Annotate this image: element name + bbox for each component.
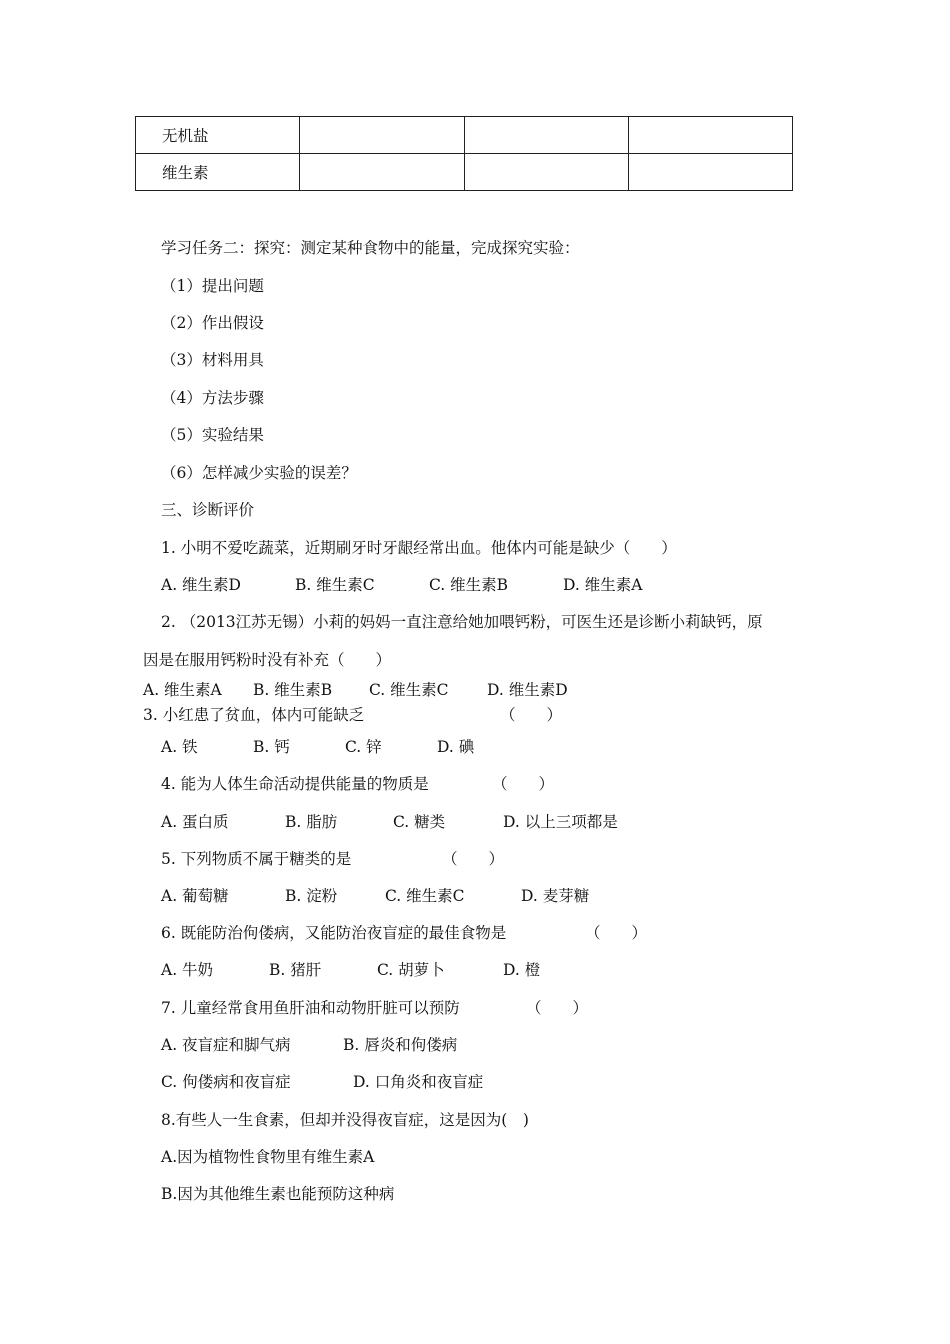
option-a: A. 维生素D — [161, 576, 241, 594]
table-cell — [628, 154, 792, 191]
option-c: C. 糖类 — [393, 813, 446, 831]
question-1: 1. 小明不爱吃蔬菜，近期刷牙时牙龈经常出血。他体内可能是缺少（ ） — [161, 539, 677, 557]
question-6: 6. 既能防治佝偻病，又能防治夜盲症的最佳食物是 — [161, 924, 507, 942]
nutrient-table — [135, 116, 793, 191]
option-c: C. 维生素C — [369, 681, 449, 699]
option-d: D. 麦芽糖 — [521, 887, 590, 905]
option-c: C. 维生素B — [429, 576, 509, 594]
option-a: A. 铁 — [161, 738, 198, 756]
question-4: 4. 能为人体生命活动提供能量的物质是 — [161, 775, 429, 793]
question-7-answer-paren: （ ） — [526, 999, 589, 1017]
option-d: D. 口角炎和夜盲症 — [353, 1073, 484, 1091]
option-d: D. 维生素D — [487, 681, 568, 699]
task2-step: （3）材料用具 — [161, 351, 264, 369]
row-label: 无机盐 — [136, 117, 300, 154]
table-cell — [464, 117, 628, 154]
option-b: B. 维生素B — [253, 681, 333, 699]
option-d: D. 碘 — [437, 738, 475, 756]
question-2-line-2: 因是在服用钙粉时没有补充（ ） — [143, 651, 392, 669]
task2-title: 学习任务二：探究：测定某种食物中的能量，完成探究实验： — [161, 239, 580, 257]
question-4-answer-paren: （ ） — [492, 775, 555, 793]
task2-step: （6）怎样减少实验的误差？ — [161, 464, 357, 482]
question-5: 5. 下列物质不属于糖类的是 — [161, 850, 352, 868]
option-b: B. 淀粉 — [285, 887, 338, 905]
option-a: A. 蛋白质 — [161, 813, 229, 831]
option-c: C. 锌 — [345, 738, 382, 756]
table-row — [136, 154, 793, 191]
question-7: 7. 儿童经常食用鱼肝油和动物肝脏可以预防 — [161, 999, 460, 1017]
option-b: B. 唇炎和佝偻病 — [343, 1036, 458, 1054]
table-cell — [300, 154, 464, 191]
section-title: 三、诊断评价 — [161, 501, 255, 519]
table-row — [136, 117, 793, 154]
option-b: B. 猪肝 — [269, 961, 322, 979]
option-b: B. 钙 — [253, 738, 290, 756]
option-d: D. 橙 — [503, 961, 541, 979]
task2-step: （1）提出问题 — [161, 277, 264, 295]
question-8: 8.有些人一生食素，但却并没得夜盲症，这是因为( ) — [161, 1111, 529, 1129]
option-c: C. 胡萝卜 — [377, 961, 445, 979]
task2-step: （2）作出假设 — [161, 314, 264, 332]
option-a: A. 牛奶 — [161, 961, 214, 979]
table-cell — [300, 117, 464, 154]
question-5-answer-paren: （ ） — [442, 850, 505, 868]
question-2-line-1: 2. （2013江苏无锡）小莉的妈妈一直注意给她加喂钙粉，可医生还是诊断小莉缺钙，原 — [161, 613, 763, 631]
table-cell — [628, 117, 792, 154]
question-3: 3. 小红患了贫血，体内可能缺乏 — [143, 706, 365, 724]
option-a: A. 夜盲症和脚气病 — [161, 1036, 291, 1054]
option-a: A. 葡萄糖 — [161, 887, 229, 905]
question-6-answer-paren: （ ） — [585, 924, 648, 942]
option-d: D. 维生素A — [563, 576, 643, 594]
task2-step: （4）方法步骤 — [161, 389, 264, 407]
question-3-answer-paren: （ ） — [500, 706, 563, 724]
row-label: 维生素 — [136, 154, 300, 191]
option-b: B.因为其他维生素也能预防这种病 — [161, 1185, 395, 1203]
task2-step: （5）实验结果 — [161, 426, 264, 444]
option-b: B. 脂肪 — [285, 813, 338, 831]
option-b: B. 维生素C — [295, 576, 375, 594]
option-c: C. 维生素C — [385, 887, 465, 905]
option-c: C. 佝偻病和夜盲症 — [161, 1073, 291, 1091]
option-d: D. 以上三项都是 — [503, 813, 618, 831]
option-a: A.因为植物性食物里有维生素A — [161, 1148, 375, 1166]
table-cell — [464, 154, 628, 191]
option-a: A. 维生素A — [143, 681, 222, 699]
